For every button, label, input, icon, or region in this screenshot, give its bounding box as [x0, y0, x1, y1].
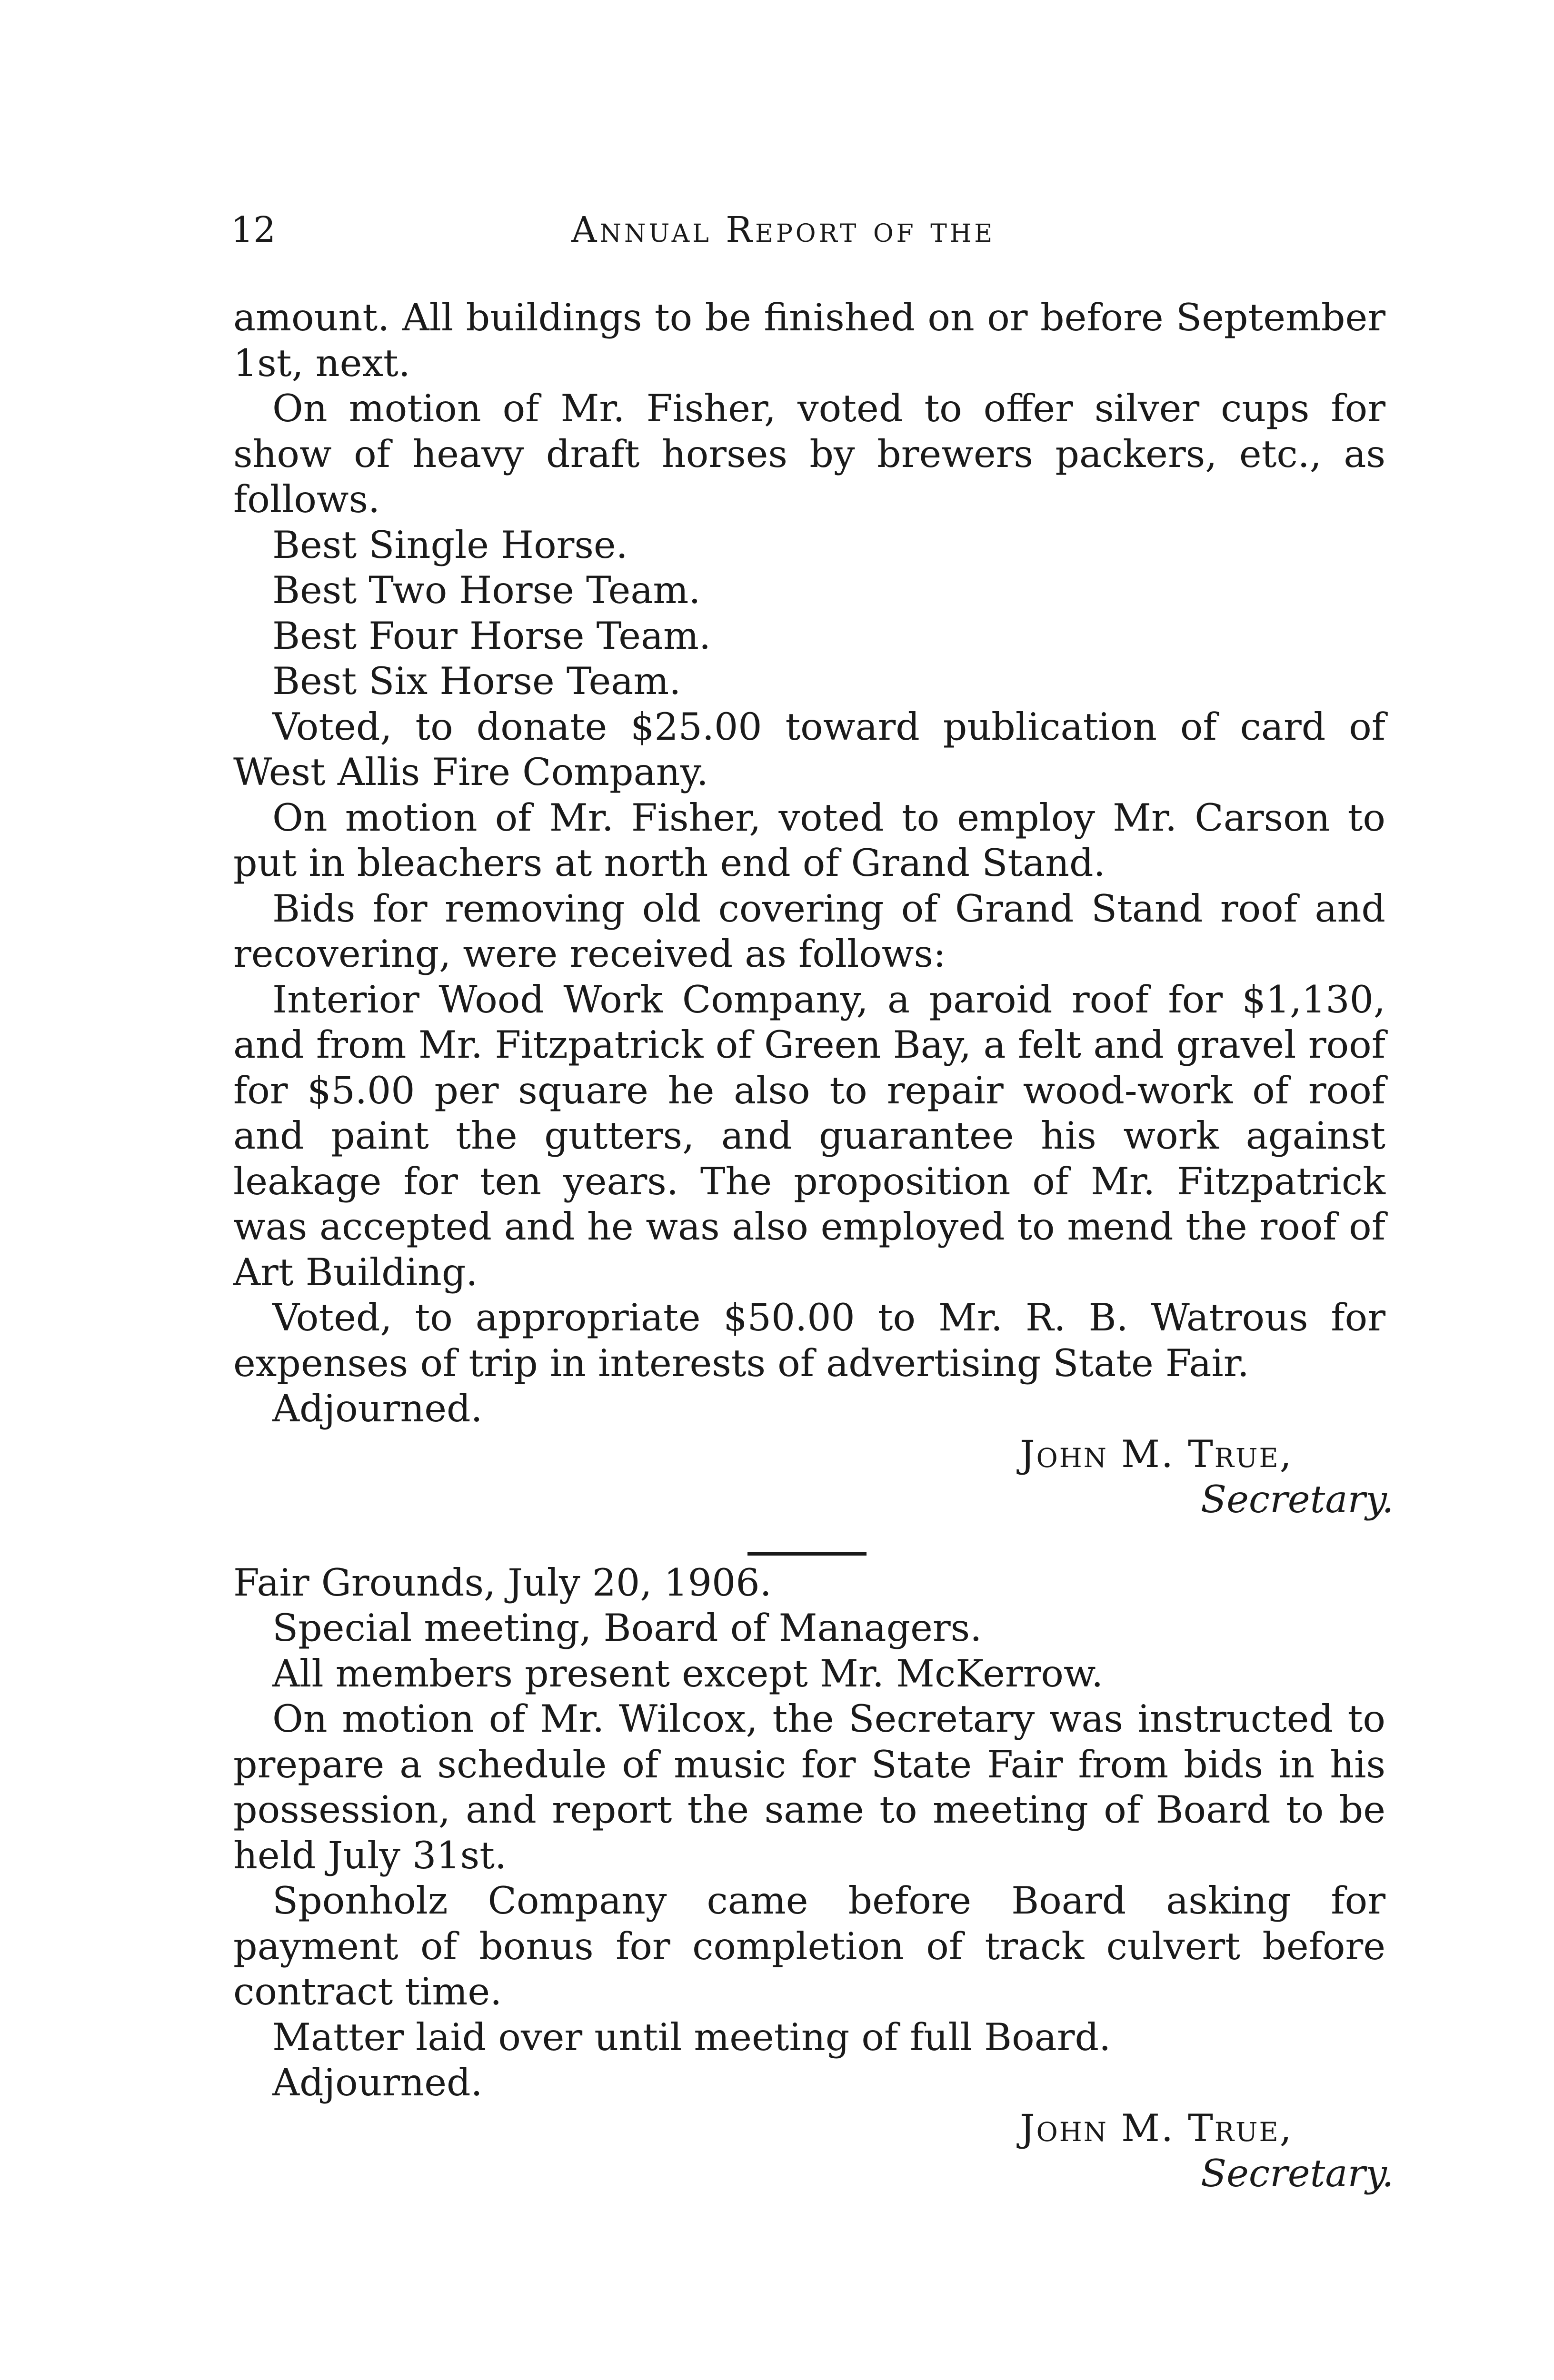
running-head: Annual Report of the	[571, 209, 996, 250]
minutes-entry-2	[233, 1560, 1394, 2197]
paragraph-bids: Bids for removing old covering of Grand Stand roof and recovering, were received as follows:	[233, 886, 1385, 976]
prize-item: Best Four Horse Team.	[272, 614, 711, 658]
page-header	[231, 209, 1388, 262]
paragraph-appropriation: Voted, to appropriate $50.00 to Mr. R. B. Watrous for expenses of trip in interests of advertising State Fair.	[233, 1296, 1385, 1385]
page-number: 12	[231, 209, 276, 250]
paragraph-special-meeting: Special meeting, Board of Managers.	[272, 1606, 982, 1650]
dateline: Fair Grounds, July 20, 1906.	[233, 1560, 772, 1605]
paragraph-donation: Voted, to donate $25.00 toward publication of card of West Allis Fire Company.	[233, 704, 1385, 794]
page-body	[233, 295, 1394, 2197]
minutes-entry-1	[233, 295, 1394, 1523]
paragraph-adjourned: Adjourned.	[272, 2061, 483, 2104]
paragraph-silver-cups: On motion of Mr. Fisher, voted to offer silver cups for show of heavy draft horses by brewers packers, etc., as follows.	[233, 387, 1385, 521]
paragraph-music-schedule: On motion of Mr. Wilcox, the Secretary was instructed to prepare a schedule of music for State Fair from bids in his possession, and report the same to meeting of Board to be held July 31st.	[233, 1697, 1385, 1877]
prize-item: Best Two Horse Team.	[272, 568, 701, 612]
signature-name: John M. True,	[1020, 1432, 1293, 1476]
prize-item: Best Single Horse.	[272, 523, 628, 567]
paragraph-matter-laid-over: Matter laid over until meeting of full Board.	[272, 2015, 1111, 2059]
paragraph-continued: amount. All buildings to be finished on or before September 1st, next.	[233, 296, 1385, 385]
paragraph-bleachers: On motion of Mr. Fisher, voted to employ Mr. Carson to put in bleachers at north end of Grand Stand.	[233, 795, 1385, 885]
prize-item: Best Six Horse Team.	[272, 659, 681, 703]
signature-title: Secretary.	[1201, 2152, 1394, 2195]
paragraph-roof-proposals: Interior Wood Work Company, a paroid roof for $1,130, and from Mr. Fitzpatrick of Green Bay, a felt and gravel roof for $5.00 per square he also to repair wood-work of roof and paint the gutters, and guarantee his work against leakage for ten years. The proposition of Mr. Fitzpatrick was accepted and he was also employed to mend the roof of Art Building.	[233, 977, 1385, 1294]
signature-name: John M. True,	[1020, 2106, 1293, 2150]
signature-title: Secretary.	[1201, 1478, 1394, 1521]
paragraph-sponholz: Sponholz Company came before Board asking for payment of bonus for completion of track culvert before contract time.	[233, 1879, 1385, 2013]
paragraph-adjourned: Adjourned.	[272, 1387, 483, 1430]
paragraph-attendance: All members present except Mr. McKerrow.	[272, 1651, 1104, 1696]
section-divider	[747, 1552, 867, 1556]
